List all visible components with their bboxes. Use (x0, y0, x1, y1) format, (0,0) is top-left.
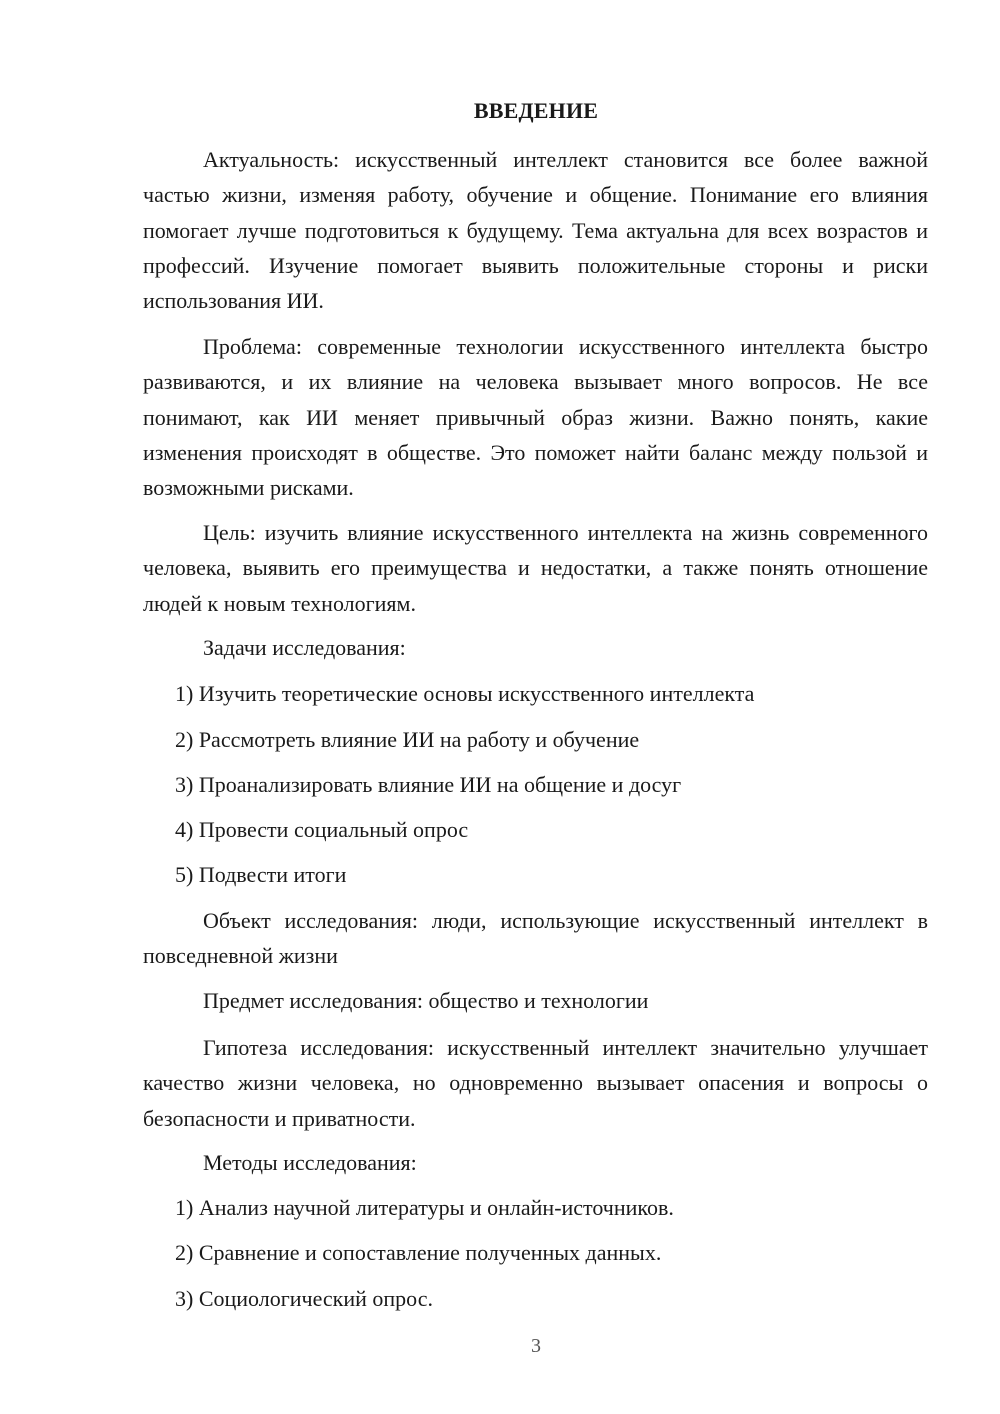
relevance-paragraph: Актуальность: искусственный интеллект становится все более важной частью жизни, изменяя работу, обучение и общение. Понимание его влияния помогает лучше подготовиться к будущему. Тема актуальна для всех возрастов и профессий. Изучение помогает выявить положительные стороны и риски использования ИИ. (143, 147, 928, 314)
problem-paragraph: Проблема: современные технологии искусственного интеллекта быстро развиваются, и их влияние на человека вызывает много вопросов. Не все понимают, как ИИ меняет привычный образ жизни. Важно понять, какие изменения происходят в обществе. Это поможет найти баланс между пользой и возможными рисками. (143, 334, 928, 501)
task-item: 1) Изучить теоретические основы искусственного интеллекта (175, 681, 755, 706)
goal-paragraph: Цель: изучить влияние искусственного интеллекта на жизнь современного человека, выявить его преимущества и недостатки, а также понять отношение людей к новым технологиям. (143, 520, 928, 616)
method-item: 3) Социологический опрос. (175, 1286, 433, 1311)
task-item: 4) Провести социальный опрос (175, 817, 469, 842)
section-heading: ВВЕДЕНИЕ (473, 98, 599, 123)
tasks-heading: Задачи исследования: (203, 635, 406, 660)
page-number: 3 (531, 1335, 541, 1357)
methods-heading: Методы исследования: (203, 1150, 417, 1175)
method-item: 2) Сравнение и сопоставление полученных данных. (175, 1240, 662, 1265)
object-paragraph: Объект исследования: люди, использующие искусственный интеллект в повседневной жизни (143, 908, 928, 969)
task-item: 5) Подвести итоги (175, 862, 347, 887)
task-item: 2) Рассмотреть влияние ИИ на работу и обучение (175, 727, 640, 752)
hypothesis-paragraph: Гипотеза исследования: искусственный интеллект значительно улучшает качество жизни человека, но одновременно вызывает опасения и вопросы о безопасности и приватности. (143, 1035, 928, 1131)
subject-line: Предмет исследования: общество и технологии (203, 988, 649, 1013)
method-item: 1) Анализ научной литературы и онлайн-источников. (175, 1195, 674, 1220)
task-item: 3) Проанализировать влияние ИИ на общение и досуг (175, 772, 682, 797)
